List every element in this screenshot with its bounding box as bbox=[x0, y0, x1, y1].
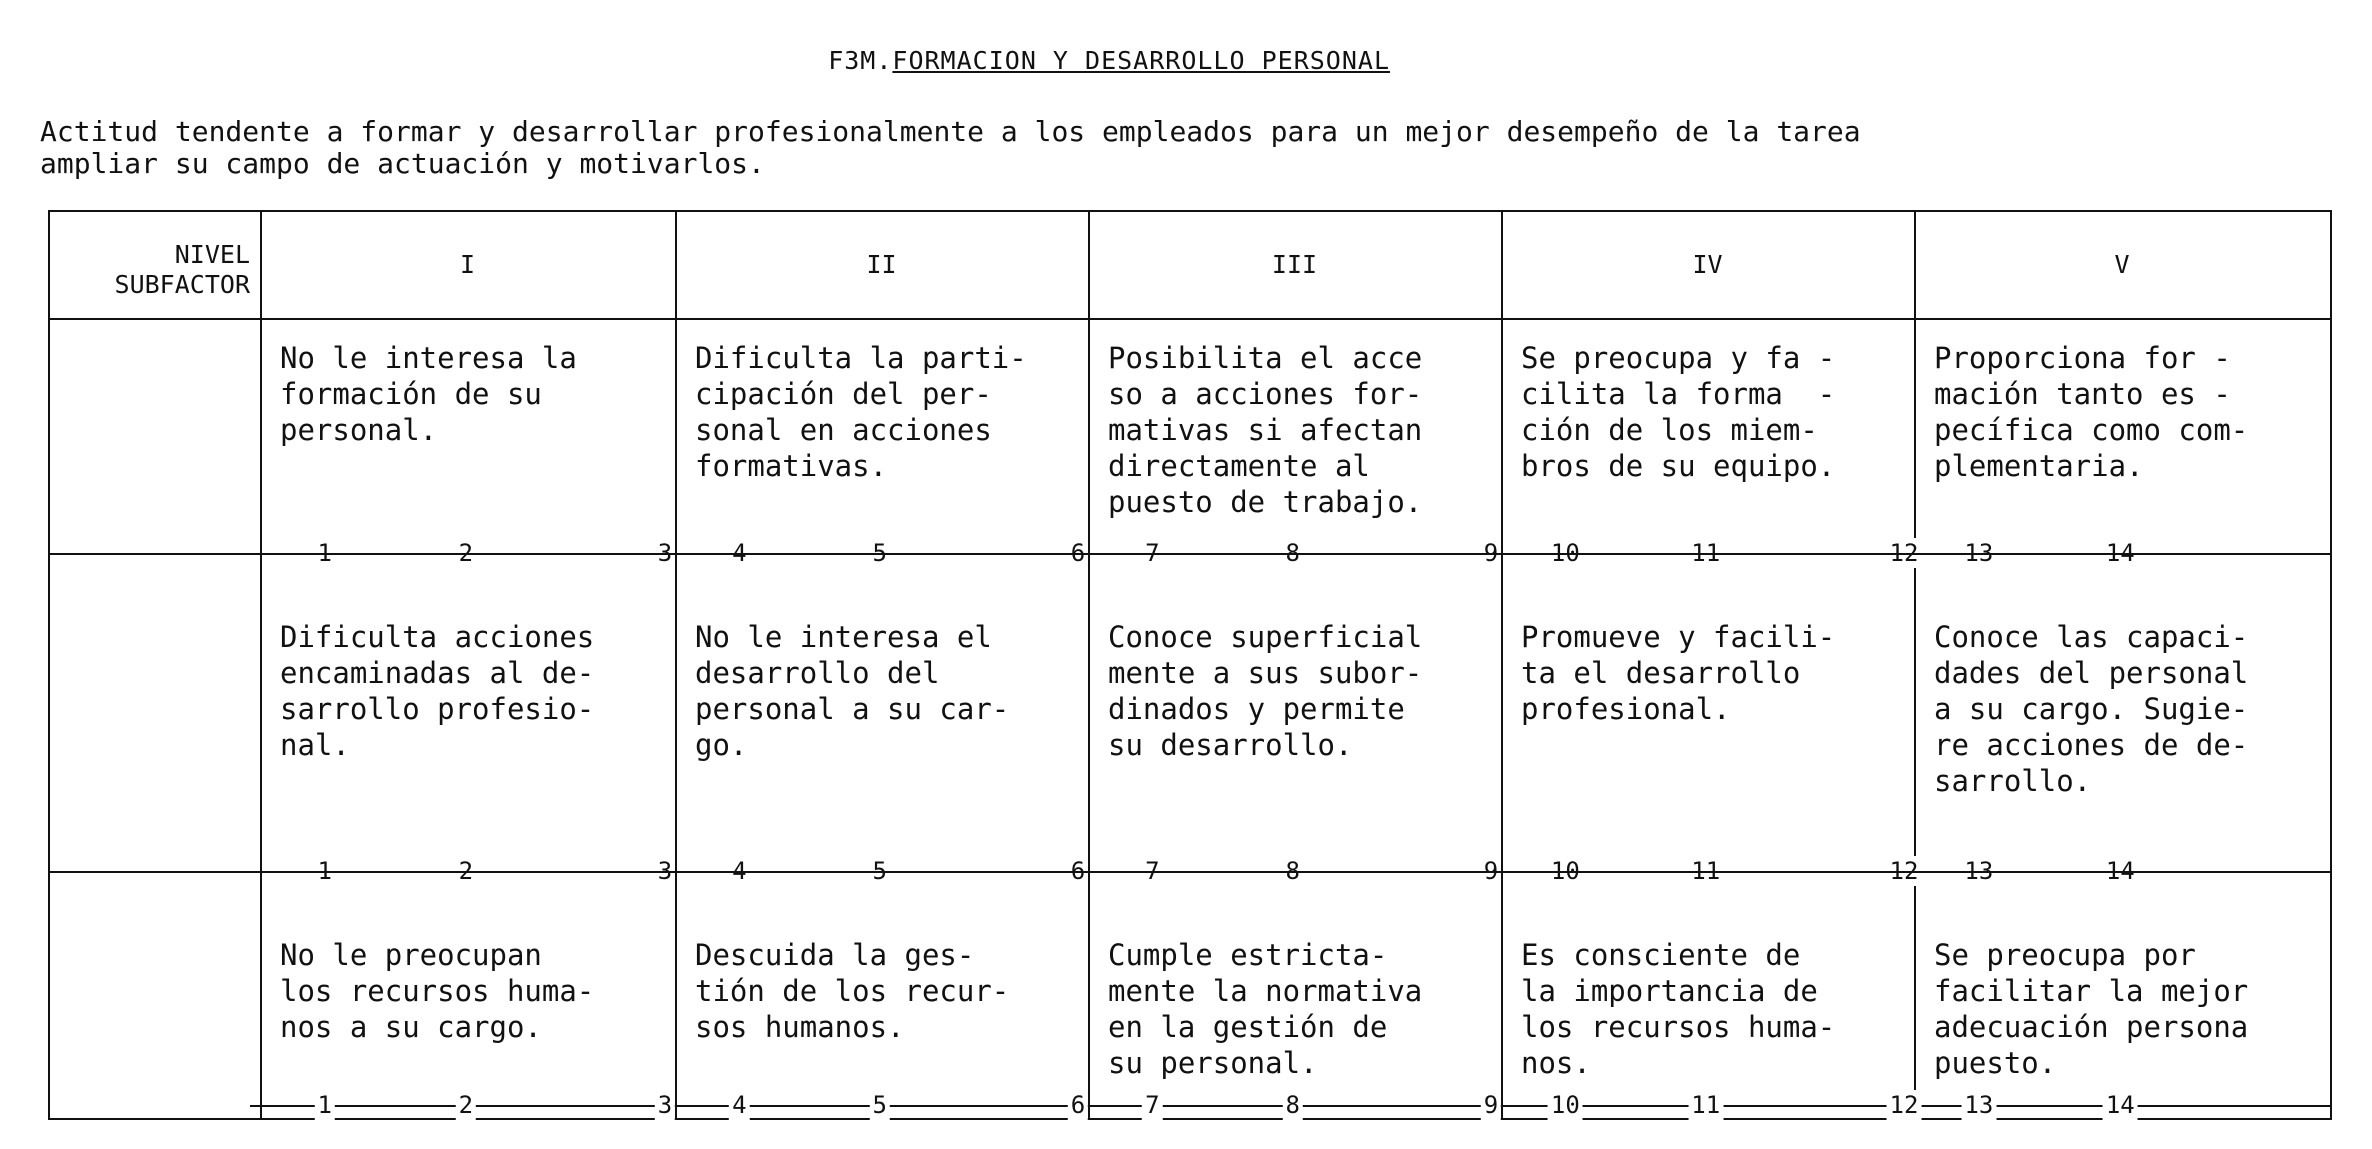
descriptor-cell: Se preocupa y fa - cilita la forma - ción de los miem- bros de su equipo. bbox=[1521, 341, 1836, 483]
score-number: 14 bbox=[2103, 1090, 2138, 1120]
score-number: 10 bbox=[1548, 538, 1583, 568]
column-divider bbox=[48, 210, 50, 1120]
descriptor-cell: Descuida la ges- tión de los recur- sos humanos. bbox=[695, 938, 1010, 1044]
descriptor-cell: No le preocupan los recursos huma- nos a su cargo. bbox=[280, 938, 595, 1044]
column-divider bbox=[1501, 210, 1503, 1120]
descriptor-cell: Cumple estricta- mente la normativa en la gestión de su personal. bbox=[1108, 938, 1423, 1080]
descriptor-cell: Dificulta acciones encaminadas al de- sarrollo profesio- nal. bbox=[280, 620, 595, 762]
score-number: 11 bbox=[1688, 856, 1723, 886]
descriptor-cell: Dificulta la parti- cipación del per- sonal en acciones formativas. bbox=[695, 341, 1027, 483]
score-number: 4 bbox=[729, 1090, 749, 1120]
score-number: 7 bbox=[1142, 538, 1162, 568]
descriptor-cell: Se preocupa por facilitar la mejor adecuación persona puesto. bbox=[1934, 938, 2249, 1080]
level-header-1: I bbox=[459, 249, 476, 279]
row-divider bbox=[48, 553, 2330, 555]
score-number: 12 bbox=[1887, 1090, 1922, 1120]
score-number: 8 bbox=[1283, 538, 1303, 568]
score-number: 2 bbox=[456, 1090, 476, 1120]
score-number: 5 bbox=[870, 538, 890, 568]
score-number: 5 bbox=[870, 1090, 890, 1120]
level-header-2: II bbox=[866, 249, 897, 279]
corner-nivel: NIVEL bbox=[174, 240, 250, 269]
score-scale bbox=[250, 1090, 2330, 1120]
score-number: 10 bbox=[1548, 1090, 1583, 1120]
score-number: 8 bbox=[1283, 856, 1303, 886]
score-number: 7 bbox=[1142, 856, 1162, 886]
score-number: 10 bbox=[1548, 856, 1583, 886]
level-header-3: III bbox=[1271, 249, 1318, 279]
score-number: 5 bbox=[870, 856, 890, 886]
descriptor-cell: No le interesa la formación de su personal. bbox=[280, 341, 577, 447]
score-number: 2 bbox=[456, 856, 476, 886]
score-number: 3 bbox=[655, 1090, 675, 1120]
score-number: 1 bbox=[314, 538, 334, 568]
intro-line: ampliar su campo de actuación y motivarlos. bbox=[40, 147, 765, 180]
score-number: 11 bbox=[1688, 538, 1723, 568]
score-number: 6 bbox=[1068, 856, 1088, 886]
document-title bbox=[0, 46, 1390, 75]
score-number: 13 bbox=[1961, 538, 1996, 568]
column-divider bbox=[675, 210, 677, 1120]
score-number: 8 bbox=[1283, 1090, 1303, 1120]
score-number: 3 bbox=[655, 538, 675, 568]
score-number: 6 bbox=[1068, 538, 1088, 568]
score-number: 9 bbox=[1481, 538, 1501, 568]
score-number: 9 bbox=[1481, 856, 1501, 886]
corner-header bbox=[48, 240, 250, 300]
score-number: 4 bbox=[729, 856, 749, 886]
score-number: 9 bbox=[1481, 1090, 1501, 1120]
descriptor-cell: Promueve y facili- ta el desarrollo profesional. bbox=[1521, 620, 1836, 726]
score-number: 1 bbox=[314, 856, 334, 886]
score-number: 3 bbox=[655, 856, 675, 886]
header-divider bbox=[48, 318, 2330, 320]
score-number: 6 bbox=[1068, 1090, 1088, 1120]
score-number: 12 bbox=[1887, 856, 1922, 886]
descriptor-cell: Posibilita el acce so a acciones for- mativas si afectan directamente al puesto de trabajo. bbox=[1108, 341, 1423, 519]
descriptor-cell: Conoce las capaci- dades del personal a su cargo. Sugie- re acciones de de- sarrollo. bbox=[1934, 620, 2249, 798]
rating-table bbox=[48, 210, 2330, 1120]
score-number: 14 bbox=[2103, 538, 2138, 568]
column-divider bbox=[260, 210, 262, 1120]
column-divider bbox=[2330, 210, 2332, 1120]
corner-subfactor: SUBFACTOR bbox=[114, 270, 250, 299]
descriptor-cell: Es consciente de la importancia de los recursos huma- nos. bbox=[1521, 938, 1836, 1080]
intro-line: Actitud tendente a formar y desarrollar profesionalmente a los empleados para un mejor desempeño de la tarea bbox=[40, 115, 1861, 148]
score-number: 13 bbox=[1961, 1090, 1996, 1120]
title-text: FORMACION Y DESARROLLO PERSONAL bbox=[892, 46, 1390, 75]
descriptor-cell: Proporciona for - mación tanto es - pecífica como com- plementaria. bbox=[1934, 341, 2249, 483]
descriptor-cell: No le interesa el desarrollo del personal a su car- go. bbox=[695, 620, 1010, 762]
column-divider bbox=[1088, 210, 1090, 1120]
score-number: 1 bbox=[314, 1090, 334, 1120]
intro-paragraph bbox=[40, 116, 2360, 180]
column-divider bbox=[1914, 210, 1916, 1120]
title-prefix: F3M. bbox=[828, 46, 893, 75]
descriptor-cell: Conoce superficial mente a sus subor- dinados y permite su desarrollo. bbox=[1108, 620, 1423, 762]
score-number: 12 bbox=[1887, 538, 1922, 568]
row-divider bbox=[48, 871, 2330, 873]
score-number: 4 bbox=[729, 538, 749, 568]
score-number: 11 bbox=[1688, 1090, 1723, 1120]
score-number: 7 bbox=[1142, 1090, 1162, 1120]
score-number: 14 bbox=[2103, 856, 2138, 886]
score-number: 2 bbox=[456, 538, 476, 568]
score-number: 13 bbox=[1961, 856, 1996, 886]
level-header-4: IV bbox=[1692, 249, 1723, 279]
level-header-5: V bbox=[2114, 249, 2130, 279]
